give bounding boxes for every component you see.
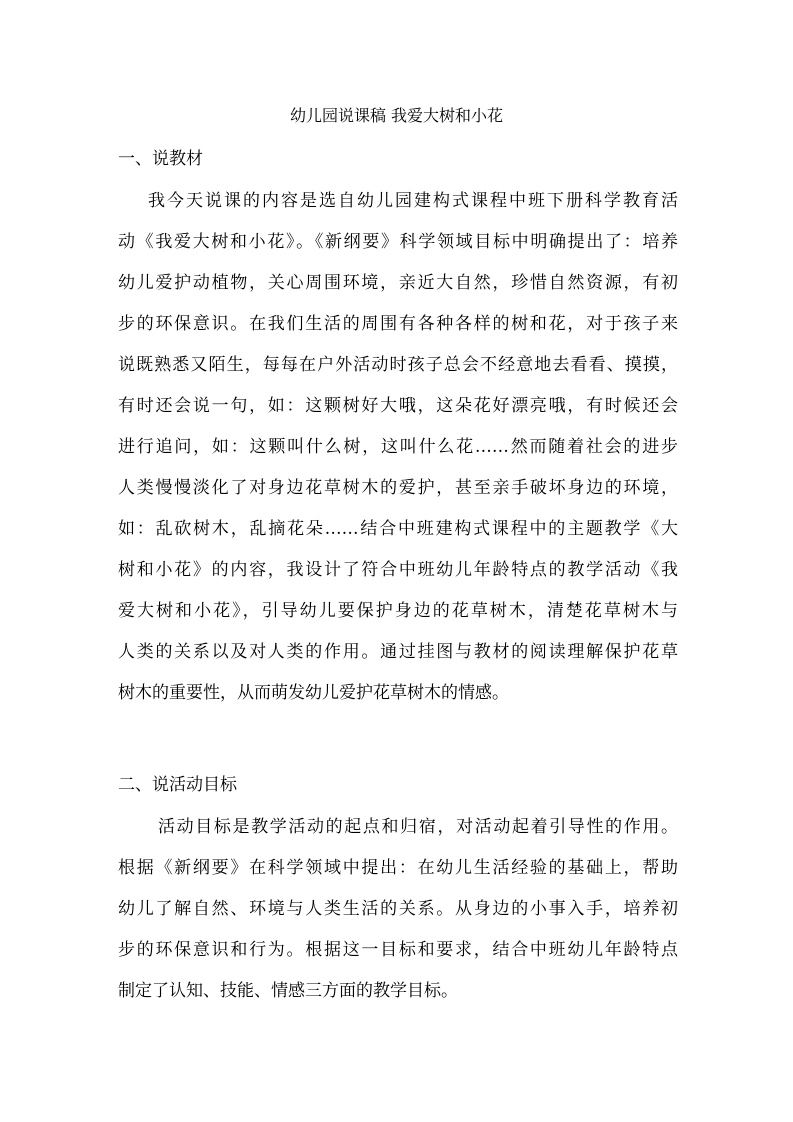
paragraph-line: 根据《新纲要》在科学领域中提出：在幼儿生活经验的基础上，帮助 bbox=[118, 858, 678, 878]
paragraph-line: 幼儿爱护动植物，关心周围环境，亲近大自然，珍惜自然资源，有初 bbox=[118, 273, 678, 293]
document-title: 幼儿园说课稿 我爱大树和小花 bbox=[289, 106, 504, 125]
paragraph-line: 有时还会说一句，如：这颗树好大哦，这朵花好漂亮哦，有时候还会 bbox=[118, 396, 678, 416]
paragraph-line: 幼儿了解自然、环境与人类生活的关系。从身边的小事入手，培养初 bbox=[118, 899, 678, 919]
paragraph-line: 树和小花》的内容，我设计了符合中班幼儿年龄特点的教学活动《我 bbox=[118, 560, 678, 580]
paragraph-line: 人类慢慢淡化了对身边花草树木的爱护，甚至亲手破坏身边的环境， bbox=[118, 478, 678, 498]
paragraph-line: 爱大树和小花》，引导幼儿要保护身边的花草树木，清楚花草树木与 bbox=[118, 601, 678, 621]
paragraph-line: 树木的重要性，从而萌发幼儿爱护花草树木的情感。 bbox=[118, 683, 509, 703]
paragraph-line: 说既熟悉又陌生，每每在户外活动时孩子总会不经意地去看看、摸摸， bbox=[118, 355, 678, 375]
paragraph-line: 步的环保意识和行为。根据这一目标和要求，结合中班幼儿年龄特点 bbox=[118, 940, 678, 960]
paragraph-line: 动《我爱大树和小花》。《新纲要》科学领域目标中明确提出了：培养 bbox=[118, 232, 678, 252]
paragraph-line: 制定了认知、技能、情感三方面的教学目标。 bbox=[118, 981, 458, 1001]
paragraph-line: 进行追问，如：这颗叫什么树，这叫什么花……然而随着社会的进步 bbox=[118, 437, 678, 457]
section-heading-2: 二、说活动目标 bbox=[118, 775, 237, 795]
paragraph-line: 如：乱砍树木，乱摘花朵……结合中班建构式课程中的主题教学《大 bbox=[118, 519, 678, 539]
paragraph-line: 人类的关系以及对人类的作用。通过挂图与教材的阅读理解保护花草 bbox=[118, 642, 678, 662]
paragraph-line: 步的环保意识。在我们生活的周围有各种各样的树和花，对于孩子来 bbox=[118, 314, 678, 334]
section-heading-1: 一、说教材 bbox=[118, 149, 203, 169]
paragraph-line: 活动目标是教学活动的起点和归宿，对活动起着引导性的作用。 bbox=[158, 817, 678, 837]
paragraph-line: 我今天说课的内容是选自幼儿园建构式课程中班下册科学教育活 bbox=[148, 191, 678, 211]
